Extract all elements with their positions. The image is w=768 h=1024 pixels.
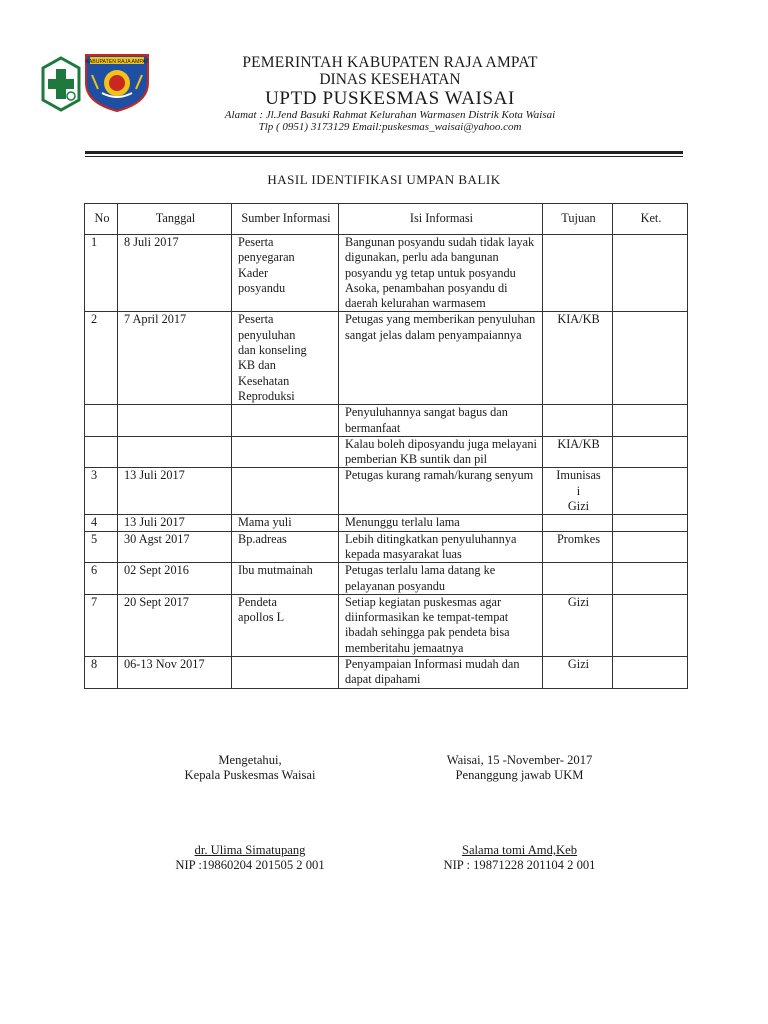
col-header-tanggal: Tanggal	[118, 204, 232, 235]
cell-sumber: Mama yuli	[232, 515, 339, 531]
cell-tanggal	[118, 436, 232, 468]
header-divider-thin	[85, 156, 683, 157]
table-row	[85, 312, 688, 405]
cell-sumber	[232, 657, 339, 689]
cell-isi: Petugas yang memberikan penyuluhan sangat jelas dalam penyampaiannya	[339, 312, 543, 405]
cell-isi: Bangunan posyandu sudah tidak layak digunakan, perlu ada bangunan posyandu yg tetap untuk posyandu Asoka, penambahan posyandu di daerah kelurahan warmasem	[339, 235, 543, 312]
document-title: HASIL IDENTIFIKASI UMPAN BALIK	[267, 172, 501, 187]
cell-sumber	[232, 405, 339, 437]
cell-tanggal: 7 April 2017	[118, 312, 232, 405]
cell-tanggal	[118, 405, 232, 437]
sig-right-title: Penanggung jawab UKM	[455, 768, 584, 782]
cell-tujuan: KIA/KB	[543, 436, 613, 468]
cell-ket	[613, 594, 688, 656]
cell-tujuan: Gizi	[543, 657, 613, 689]
header-contact: Tlp ( 0951) 3173129 Email:puskesmas_waisai@yahoo.com	[258, 121, 522, 133]
cell-ket	[613, 563, 688, 595]
cell-isi: Setiap kegiatan puskesmas agar diinformasikan ke tempat-tempat ibadah sehingga pak pendeta bisa memberitahu jemaatnya	[339, 594, 543, 656]
sig-right-place-date: Waisai, 15 -November- 2017	[446, 753, 593, 767]
cell-no: 1	[85, 235, 118, 312]
sig-left-nip: NIP :19860204 201505 2 001	[175, 858, 325, 872]
col-header-sumber: Sumber Informasi	[232, 204, 339, 235]
cell-ket	[613, 405, 688, 437]
table-header-row	[85, 204, 688, 235]
sig-right-nip: NIP : 19871228 201104 2 001	[443, 858, 596, 872]
cell-no: 4	[85, 515, 118, 531]
sig-left-acknowledged: Mengetahui,	[218, 753, 282, 767]
col-header-isi: Isi Informasi	[339, 204, 543, 235]
table-row	[85, 468, 688, 515]
cell-tanggal: 02 Sept 2016	[118, 563, 232, 595]
cell-tujuan: KIA/KB	[543, 312, 613, 405]
cell-isi: Menunggu terlalu lama	[339, 515, 543, 531]
cell-tujuan	[543, 563, 613, 595]
cell-sumber: Ibu mutmainah	[232, 563, 339, 595]
cell-ket	[613, 312, 688, 405]
table-row	[85, 594, 688, 656]
table-row	[85, 436, 688, 468]
col-header-ket: Ket.	[613, 204, 688, 235]
header-department: DINAS KESEHATAN	[319, 71, 461, 88]
sig-left-name: dr. Ulima Simatupang	[194, 843, 306, 857]
col-header-no: No	[85, 204, 118, 235]
col-header-tujuan: Tujuan	[543, 204, 613, 235]
cell-no: 8	[85, 657, 118, 689]
cell-tanggal: 8 Juli 2017	[118, 235, 232, 312]
cell-tujuan	[543, 405, 613, 437]
cell-sumber: Pendeta apollos L	[232, 594, 339, 656]
cell-isi: Kalau boleh diposyandu juga melayani pemberian KB suntik dan pil	[339, 436, 543, 468]
table-row	[85, 235, 688, 312]
cell-no: 2	[85, 312, 118, 405]
table-row	[85, 405, 688, 437]
table-row	[85, 531, 688, 563]
cell-isi: Petugas kurang ramah/kurang senyum	[339, 468, 543, 515]
header-government: PEMERINTAH KABUPATEN RAJA AMPAT	[242, 54, 538, 71]
header-address: Alamat : Jl.Jend Basuki Rahmat Kelurahan Warmasen Distrik Kota Waisai	[224, 109, 556, 121]
table-row	[85, 657, 688, 689]
cell-no: 7	[85, 594, 118, 656]
cell-sumber	[232, 468, 339, 515]
cell-isi: Lebih ditingkatkan penyuluhannya kepada masyarakat luas	[339, 531, 543, 563]
cell-isi: Penyampaian Informasi mudah dan dapat dipahami	[339, 657, 543, 689]
cell-tujuan	[543, 235, 613, 312]
table-row	[85, 563, 688, 595]
cell-ket	[613, 436, 688, 468]
cell-isi: Petugas terlalu lama datang ke pelayanan posyandu	[339, 563, 543, 595]
cell-no: 6	[85, 563, 118, 595]
cell-no	[85, 436, 118, 468]
cell-no: 5	[85, 531, 118, 563]
cell-sumber: Bp.adreas	[232, 531, 339, 563]
cell-ket	[613, 515, 688, 531]
cell-tanggal: 13 Juli 2017	[118, 468, 232, 515]
cell-ket	[613, 531, 688, 563]
table-row	[85, 515, 688, 531]
sig-right-name: Salama tomi Amd,Keb	[461, 843, 578, 857]
header-institution: UPTD PUSKESMAS WAISAI	[265, 88, 515, 109]
cell-ket	[613, 468, 688, 515]
cell-isi: Penyuluhannya sangat bagus dan bermanfaat	[339, 405, 543, 437]
cell-tanggal: 13 Juli 2017	[118, 515, 232, 531]
sig-left-title: Kepala Puskesmas Waisai	[184, 768, 316, 782]
cell-tujuan: Promkes	[543, 531, 613, 563]
header-divider-thick	[85, 151, 683, 154]
puskesmas-logo	[41, 56, 81, 112]
emblem-ribbon-text: KABUPATEN RAJA AMPAT	[85, 59, 149, 65]
cell-tujuan: Imunisas i Gizi	[543, 468, 613, 515]
cell-tujuan: Gizi	[543, 594, 613, 656]
cell-no: 3	[85, 468, 118, 515]
cell-ket	[613, 235, 688, 312]
cell-no	[85, 405, 118, 437]
cell-ket	[613, 657, 688, 689]
cell-sumber: Peserta penyuluhan dan konseling KB dan Kesehatan Reproduksi	[232, 312, 339, 405]
cell-sumber	[232, 436, 339, 468]
cell-sumber: Peserta penyegaran Kader posyandu	[232, 235, 339, 312]
feedback-table	[84, 203, 688, 689]
cell-tanggal: 20 Sept 2017	[118, 594, 232, 656]
cell-tujuan	[543, 515, 613, 531]
cell-tanggal: 06-13 Nov 2017	[118, 657, 232, 689]
cell-tanggal: 30 Agst 2017	[118, 531, 232, 563]
